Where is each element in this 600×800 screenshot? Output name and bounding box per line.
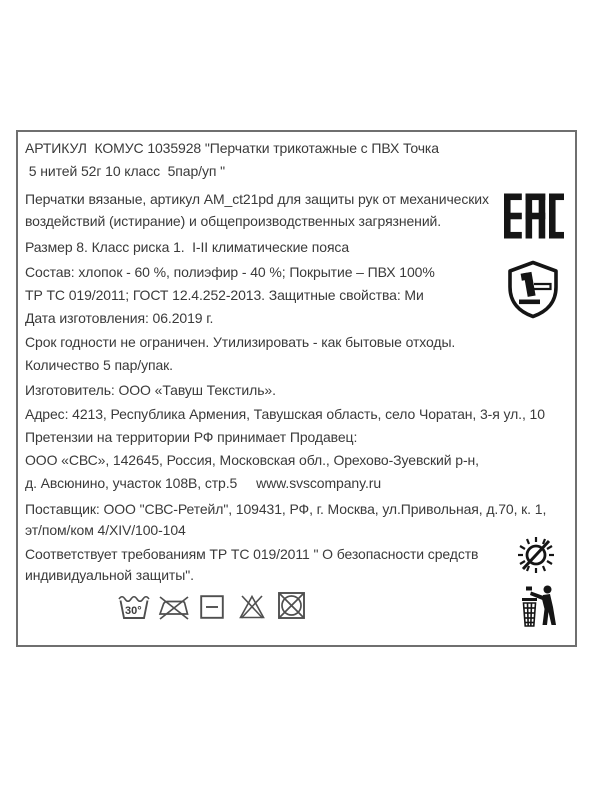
shelf-life-line: Срок годности не ограничен. Утилизировать - как бытовые отходы. bbox=[25, 334, 456, 350]
composition-line: Состав: хлопок - 60 %, полиэфир - 40 %; Покрытие – ПВХ 100% bbox=[25, 264, 435, 280]
quantity-line: Количество 5 пар/упак. bbox=[25, 357, 173, 373]
wash-temperature-label: 30° bbox=[125, 605, 142, 617]
seller-line-2: д. Авсюнино, участок 108В, стр.5 www.svscompany.ru bbox=[25, 475, 382, 491]
seller-line-1: ООО «СВС», 142645, Россия, Московская обл., Орехово-Зуевский р-н, bbox=[25, 452, 479, 468]
dispose-properly-tidyman-icon bbox=[520, 584, 560, 628]
wash-30-icon bbox=[117, 591, 151, 621]
supplier-line-1: Поставщик: ООО "СВС-Ретейл", 109431, РФ, г. Москва, ул.Привольная, д.70, к. 1, bbox=[25, 501, 547, 517]
description-line-2: воздействий (истирание) и общепроизводственных загрязнений. bbox=[25, 213, 442, 229]
article-title-line-2: 5 нитей 52г 10 класс 5пар/уп " bbox=[25, 163, 225, 179]
compliance-line-1: Соответствует требованиям ТР ТС 019/2011 " О безопасности средств bbox=[25, 546, 479, 562]
do-not-tumble-dry-icon bbox=[277, 591, 306, 620]
standards-line: ТР ТС 019/2011; ГОСТ 12.4.252-2013. Защитные свойства: Ми bbox=[25, 287, 424, 303]
do-not-bleach-icon bbox=[238, 593, 266, 620]
eac-certification-mark-icon bbox=[504, 192, 564, 240]
description-line-1: Перчатки вязаные, артикул AM_ct21pd для защиты рук от механических bbox=[25, 191, 489, 207]
keep-away-from-sunlight-icon bbox=[514, 534, 558, 576]
mechanical-protection-shield-icon bbox=[504, 258, 562, 322]
manufacturer-address-line: Адрес: 4213, Республика Армения, Тавушская область, село Чоратан, 3-я ул., 10 bbox=[25, 406, 545, 422]
claims-line: Претензии на территории РФ принимает Продавец: bbox=[25, 429, 358, 445]
manufacturer-line: Изготовитель: ООО «Тавуш Текстиль». bbox=[25, 382, 276, 398]
supplier-line-2: эт/пом/ком 4/XIV/100-104 bbox=[25, 522, 186, 538]
dry-flat-icon bbox=[200, 595, 224, 619]
do-not-iron-icon bbox=[158, 593, 190, 621]
manufacture-date-line: Дата изготовления: 06.2019 г. bbox=[25, 310, 214, 326]
size-class-line: Размер 8. Класс риска 1. I-II климатические пояса bbox=[25, 239, 350, 255]
compliance-line-2: индивидуальной защиты". bbox=[25, 567, 194, 583]
article-title-line-1: АРТИКУЛ КОМУС 1035928 "Перчатки трикотажные с ПВХ Точка bbox=[25, 140, 439, 156]
